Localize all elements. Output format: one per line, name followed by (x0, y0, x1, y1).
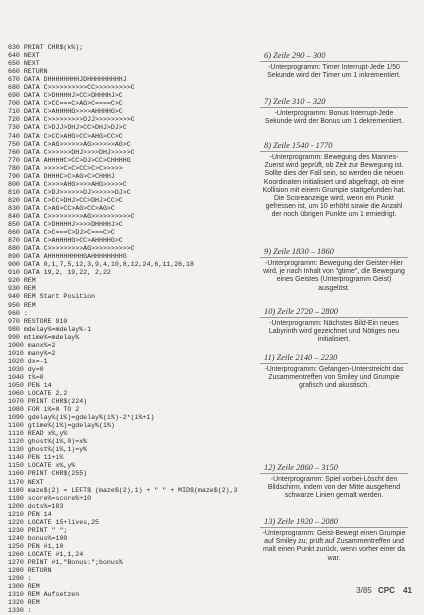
code-line: 680 DATA C>>>>>>>>>>CC>>>>>>>>>C (8, 84, 135, 92)
code-line: 900 DATA 0,1,7,5,12,3,9,4,10,8,12,24,6,11,26,18 (8, 261, 194, 269)
code-line: 860 DATA C>C===C>DJ>C===C>C (8, 229, 115, 237)
note-10 (260, 306, 408, 345)
code-line: 1100 gtime%(i%)=gdelay%(i%) (8, 422, 115, 430)
code-line: 1310 REM Aufsetzen (8, 591, 80, 599)
code-line: 1120 ghost%(i%,0)=x% (8, 438, 88, 446)
note-divider (260, 317, 408, 318)
code-line: 1030 dy=0 (8, 365, 44, 373)
note-body: -Unterprogramm: Spiel vorbei-Löscht den Bildschirm, indem von der Mitte ausgehend schwarze Linien gemalt werden. (267, 476, 401, 500)
code-line: 700 DATA C>CC===C>AG>C====C>C (8, 100, 123, 108)
note-divider (260, 107, 408, 108)
code-line: 940 REM Start Position (8, 293, 96, 301)
note-divider (260, 527, 408, 528)
code-line: 1140 PEN 11+i% (8, 454, 64, 462)
note-body: -Unterprogramm: Timer Interrupt-Jede 1/50 Sekunde wird der Timer um 1 inkrementiert. (267, 64, 401, 80)
code-line: 1160 PRINT CHR$(255) (8, 470, 88, 478)
code-line: 630 PRINT CHR$(k%); (8, 44, 84, 51)
note-title: 11) Zeile 2140 – 2230 (264, 353, 338, 362)
note-title: 7) Zeile 310 – 320 (264, 97, 326, 106)
code-line: 850 DATA C>DHHHHJ>>>>DHHHHJ>C (8, 221, 123, 229)
code-line: 1240 bonus%=100 (8, 534, 68, 542)
code-line: 750 DATA C>AG>>>>>>AG>>>>>>AG>C (8, 140, 131, 148)
note-body: -Unterprogramm: Bonus Interrupt-Jede Sekunde wird der Bonus um 1 dekrementiert. (264, 110, 404, 126)
note-divider (260, 257, 408, 258)
code-line: 1130 ghost%(i%,1)=y% (8, 446, 88, 454)
code-line: 1280 RETURN (8, 567, 52, 575)
code-line: 980 mdelay%=mdelay%-1 (8, 325, 92, 333)
note-12 (260, 462, 408, 501)
code-line: 1070 PRINT CHR$(224) (8, 398, 88, 406)
code-line: 1020 dx=-1 (8, 357, 48, 365)
code-line: 640 NEXT (8, 52, 40, 60)
code-line: 800 DATA C>>>>AHG>>>>AHG>>>>>C (8, 180, 127, 188)
code-line: 770 DATA AHHHHC>CC>DJ>CC>CHHHHG (8, 156, 131, 164)
code-line: 1150 LOCATE x%,y% (8, 462, 76, 470)
note-7 (260, 96, 408, 126)
page-number: 41 (403, 586, 412, 595)
code-line: 1170 NEXT (8, 478, 44, 486)
code-line: 1090 gdelay%(i%)=gdelay%(i%)-2*(i%+1) (8, 414, 155, 422)
code-line: 1050 PEN 14 (8, 381, 52, 389)
code-line: 1290 : (8, 575, 32, 583)
code-line: 1300 REM (8, 583, 40, 591)
code-line: 890 DATA AHHHHHHHHHGAHHHHHHHHG (8, 253, 127, 261)
note-divider (260, 151, 408, 152)
note-8 (260, 140, 408, 220)
code-line: 1060 LOCATE 2,2 (8, 390, 68, 398)
code-line: 930 REM (8, 285, 36, 293)
page-footer (356, 586, 412, 595)
note-title: 6) Zeile 290 – 300 (264, 51, 326, 60)
note-title: 9) Zeile 1830 – 1860 (264, 247, 334, 256)
note-title: 8) Zeile 1540 - 1770 (264, 141, 333, 150)
code-line: 970 RESTORE 910 (8, 317, 68, 325)
note-11 (260, 352, 408, 391)
note-9 (260, 246, 408, 293)
basic-listing (8, 44, 256, 615)
note-divider (260, 363, 408, 364)
code-line: 960 : (8, 309, 28, 317)
code-line: 740 DATA C>CC>AHG>CC>AHG>CC>C (8, 132, 123, 140)
code-line: 1080 FOR i%=0 TO 2 (8, 406, 80, 414)
code-line: 880 DATA C>>>>>>>>>AG>>>>>>>>>>C (8, 245, 135, 253)
code-line: 1200 dots%=183 (8, 502, 64, 510)
issue-label: 3/85 (356, 586, 372, 595)
code-line: 1010 many%=2 (8, 349, 56, 357)
code-line: 760 DATA C>>>>>>DHJ>>>>DHJ>>>>>C (8, 148, 135, 156)
code-line: 1000 manx%=2 (8, 341, 56, 349)
note-body: -Unterprogramm: Gefangen-Unterstreicht das Zusammentreffen von Smiley und Grumpie grafisch und akustisch. (264, 366, 404, 390)
code-line: 870 DATA C>AHHHHG>CC>AHHHHG>C (8, 237, 123, 245)
code-line: 830 DATA C>AG>CC>AG>CC>AG>C (8, 204, 115, 212)
code-line: 1210 PEN 14 (8, 510, 52, 518)
code-line: 660 RETURN (8, 68, 48, 76)
code-line: 1270 PRINT #1,"Bonus:";bonus% (8, 559, 123, 566)
note-divider (260, 61, 408, 62)
code-line: 670 DATA DHHHHHHHHJDHHHHHHHHHJ (8, 76, 127, 84)
note-6 (260, 50, 408, 80)
code-line: 920 REM (8, 277, 36, 285)
note-body: -Unterprogramm: Bewegung der Geister-Hier wird, je nach Inhalt von "gtime", die Bewegung eines Geistes (Unterprogramm Geist) ausgelöst. (263, 260, 405, 292)
note-body: -Unterprogramm: Geist-Bewegt einen Grumpie auf Smiley zu; prüft auf Zusammentreffen und malt einen Punkt zurück, wenn vorher einer da war. (262, 530, 406, 562)
code-line: 1260 LOCATE #1,1,24 (8, 550, 84, 558)
brand-label: CPC (377, 586, 395, 595)
code-line: 840 DATA C>>>>>>>>>AG>>>>>>>>>>C (8, 212, 135, 220)
code-line: 720 DATA C>>>>>>>>>DJJ>>>>>>>>>C (8, 116, 135, 124)
code-line: 1110 READ x%,y% (8, 430, 68, 438)
code-line: 650 NEXT (8, 60, 40, 68)
code-line: 730 DATA C>DJJ>DHJ>CC>DHJ>DJ>C (8, 124, 127, 132)
code-line: 780 DATA >>>>>C>C>CC>C>C>>>>> (8, 164, 123, 172)
note-title: 12) Zeile 2860 – 3150 (264, 463, 338, 472)
code-line: 1190 score%=score%+10 (8, 494, 92, 502)
code-line: 910 DATA 19,2, 19,22, 2,22 (8, 269, 111, 277)
code-line: 1320 REM (8, 599, 40, 607)
code-line: 990 mtime%=mdelay% (8, 333, 80, 341)
code-line: 690 DATA C>DHHHHJ>CC>DHHHHJ>C (8, 92, 123, 100)
note-13 (260, 516, 408, 563)
code-line: 1040 t%=0 (8, 373, 44, 381)
code-line: 950 REM (8, 301, 36, 309)
note-title: 13) Zeile 1920 – 2080 (264, 517, 338, 526)
note-divider (260, 473, 408, 474)
code-line: 1230 PRINT " "; (8, 526, 68, 534)
code-line: 1330 : (8, 607, 32, 615)
note-body: -Unterprogramm: Nächstes Bild-Ein neues Labyrinth wird gezeichnet und Nötiges neu initialisiert. (268, 320, 400, 344)
code-line: 1220 LOCATE 15+lives,25 (8, 518, 100, 526)
code-line: 710 DATA C>AHHHHG>>>>AHHHHG>C (8, 108, 123, 116)
code-line: 1180 maze$(2) = LEFT$ (maze$(2),1) + " " + MID$(maze$(2),3 (8, 486, 238, 494)
code-line: 810 DATA C>DJ>>>>>>DJ>>>>>>DJ>C (8, 188, 131, 196)
code-line: 820 DATA C>CC>DHJ>CC>DHJ>CC>C (8, 196, 123, 204)
code-line: 790 DATA DHHHC>C>AG>C>CHHHJ (8, 172, 115, 180)
code-line: 1250 PEN #1,10 (8, 542, 64, 550)
note-body: -Unterprogramm: Bewegung des Mannes-Zuerst wird geprüft, ob Zeit zur Bewegung ist. Sollte dies der Fall sein, so werden die neuen Koordinaten initialisiert und abgefragt, ob eine Kollision mit einem Grumpie stattgefunden hat. Die Scoreanzeige wird, wenn ein Punkt gefressen ist, um 10 erhöht sowie die Anzahl der noch übrigen Punkte um 1 erniedrigt. (262, 154, 406, 219)
note-title: 10) Zeile 2720 – 2800 (264, 307, 338, 316)
